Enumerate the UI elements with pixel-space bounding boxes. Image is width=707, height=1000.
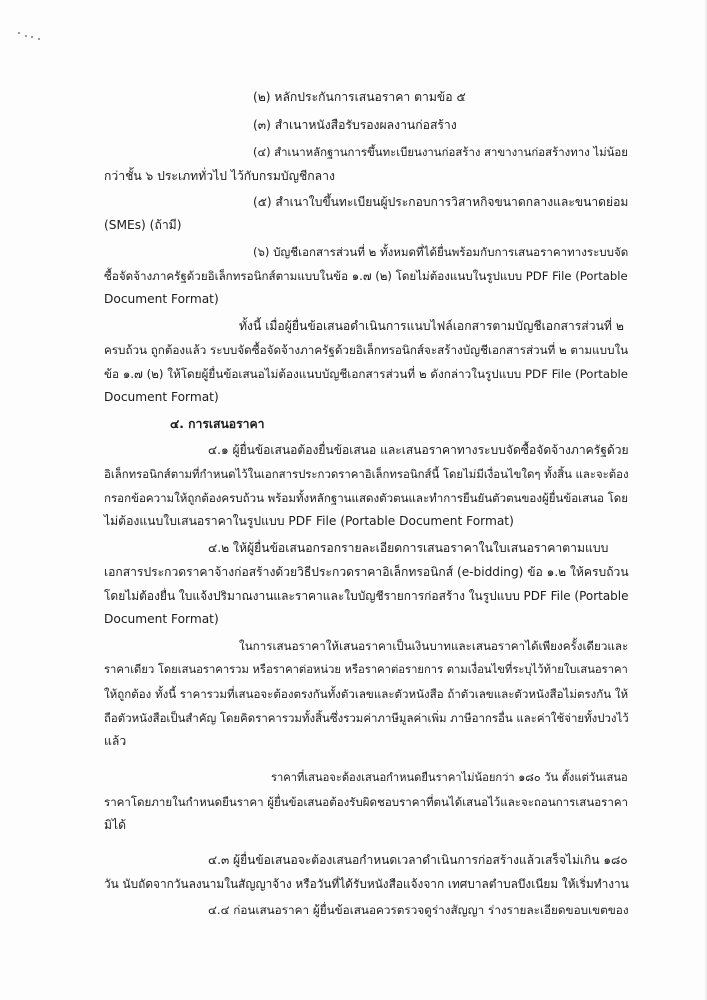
doc-line-18: ไม่ต้องแนบใบเสนอราคาในรูปแบบ PDF File (Portable Document Format) (104, 514, 514, 528)
doc-line-12: ข้อ ๑.๗ (๒) ให้โดยผู้ยื่นข้อเสนอไม่ต้องแนบบัญชีเอกสารส่วนที่ ๒ ดังกล่าวในรูปแบบ PDF File (Portable (104, 367, 629, 381)
doc-line-8: ซื้อจัดจ้างภาครัฐด้วยอิเล็กทรอนิกส์ตามแบบในข้อ ๑.๗ (๒) โดยไม่ต้องแนบในรูปแบบ PDF File (Portable (104, 269, 628, 283)
doc-line-15: ๔.๑ ผู้ยื่นข้อเสนอต้องยื่นข้อเสนอ และเสนอราคาทางระบบจัดซื้อจัดจ้างภาครัฐด้วย (208, 443, 629, 457)
doc-line-31: ๔.๓ ผู้ยื่นข้อเสนอจะต้องเสนอกำหนดเวลาดำเนินการก่อสร้างแล้วเสร็จไม่เกิน ๑๘๐ (208, 853, 628, 867)
doc-line-13: Document Format) (104, 390, 219, 404)
doc-line-5: (๕) สำเนาใบขึ้นทะเบียนผู้ประกอบการวิสาหกิจขนาดกลางและขนาดย่อม (253, 195, 629, 209)
doc-line-33: ๔.๔ ก่อนเสนอราคา ผู้ยื่นข้อเสนอควรตรวจดูร่างสัญญา ร่างรายละเอียดขอบเขตของ (208, 903, 629, 917)
doc-line-2: (๓) สำเนาหนังสือรับรองผลงานก่อสร้าง (253, 118, 457, 132)
doc-line-7: (๖) บัญชีเอกสารส่วนที่ ๒ ทั้งหมดที่ได้ยื่นพร้อมกับการเสนอราคาทางระบบจัด (253, 245, 629, 259)
doc-line-29: ราคาโดยภายในกำหนดยืนราคา ผู้ยื่นข้อเสนอต้องรับผิดชอบราคาที่ตนได้เสนอไว้และจะถอนการเสนอราคา (104, 795, 629, 809)
doc-line-23: ในการเสนอราคาให้เสนอราคาเป็นเงินบาทและเสนอราคาได้เพียงครั้งเดียวและ (239, 639, 629, 653)
doc-line-22: Document Format) (104, 612, 219, 626)
doc-line-3: (๔) สำเนาหลักฐานการขึ้นทะเบียนงานก่อสร้าง สาขางานก่อสร้างทาง ไม่น้อย (253, 145, 628, 159)
doc-line-9: Document Format) (104, 292, 219, 306)
section-heading: ๔. การเสนอราคา (170, 417, 265, 431)
doc-line-1: (๒) หลักประกันการเสนอราคา ตามข้อ ๕ (253, 90, 466, 104)
scan-speck (18, 30, 48, 40)
doc-line-4: กว่าชั้น ๖ ประเภททั่วไป ไว้กับกรมบัญชีกลาง (104, 169, 335, 183)
doc-line-20: เอกสารประกวดราคาจ้างก่อสร้างด้วยวิธีประกวดราคาอิเล็กทรอนิกส์ (e-bidding) ข้อ ๑.๒ ให้ครบถ้วน (104, 565, 629, 579)
doc-line-28: ราคาที่เสนอจะต้องเสนอกำหนดยืนราคาไม่น้อยกว่า ๑๘๐ วัน ตั้งแต่วันเสนอ (271, 771, 628, 784)
doc-line-19: ๔.๒ ให้ผู้ยื่นข้อเสนอกรอกรายละเอียดการเสนอราคาในใบเสนอราคาตามแบบ (208, 541, 609, 555)
doc-line-27: แล้ว (104, 734, 127, 748)
doc-line-11: ครบถ้วน ถูกต้องแล้ว ระบบจัดซื้อจัดจ้างภาครัฐด้วยอิเล็กทรอนิกส์จะสร้างบัญชีเอกสารส่วนที่ ๒ ตามแบบใน (104, 343, 629, 357)
doc-line-16: อิเล็กทรอนิกส์ตามที่กำหนดไว้ในเอกสารประกวดราคาอิเล็กทรอนิกส์นี้ โดยไม่มีเงื่อนไขใดๆ ทั้งสิ้น และจะต้อง (104, 467, 629, 481)
doc-line-26: ถือตัวหนังสือเป็นสำคัญ โดยคิดราคารวมทั้งสิ้นซึ่งรวมค่าภาษีมูลค่าเพิ่ม ภาษีอากรอื่น และค่าใช้จ่ายทั้งปวงไว้ (104, 711, 629, 725)
doc-line-24: ราคาเดียว โดยเสนอราคารวม หรือราคาต่อหน่วย หรือราคาต่อรายการ ตามเงื่อนไขที่ระบุไว้ท้ายใบเสนอราคา (104, 663, 628, 676)
doc-line-30: มิได้ (104, 818, 127, 832)
doc-line-25: ให้ถูกต้อง ทั้งนี้ ราคารวมที่เสนอจะต้องตรงกันทั้งตัวเลขและตัวหนังสือ ถ้าตัวเลขและตัวหนังสือไม่ตรงกัน ให้ (104, 687, 629, 701)
doc-line-6: (SMEs) (ถ้ามี) (104, 218, 182, 232)
doc-line-32: วัน นับถัดจากวันลงนามในสัญญาจ้าง หรือวันที่ได้รับหนังสือแจ้งจาก เทศบาลตำบลบึงเนียม ให้เริ่มทำงาน (104, 877, 629, 891)
doc-line-10: ทั้งนี้ เมื่อผู้ยื่นข้อเสนอดำเนินการแนบไฟล์เอกสารตามบัญชีเอกสารส่วนที่ ๒ (239, 319, 624, 333)
doc-line-21: โดยไม่ต้องยื่น ใบแจ้งปริมาณงานและราคาและใบบัญชีรายการก่อสร้าง ในรูปแบบ PDF File (Portable (104, 589, 629, 603)
doc-line-17: กรอกข้อความให้ถูกต้องครบถ้วน พร้อมทั้งหลักฐานแสดงตัวตนและทำการยืนยันตัวตนของผู้ยื่นข้อเสนอ โดย (104, 491, 629, 505)
